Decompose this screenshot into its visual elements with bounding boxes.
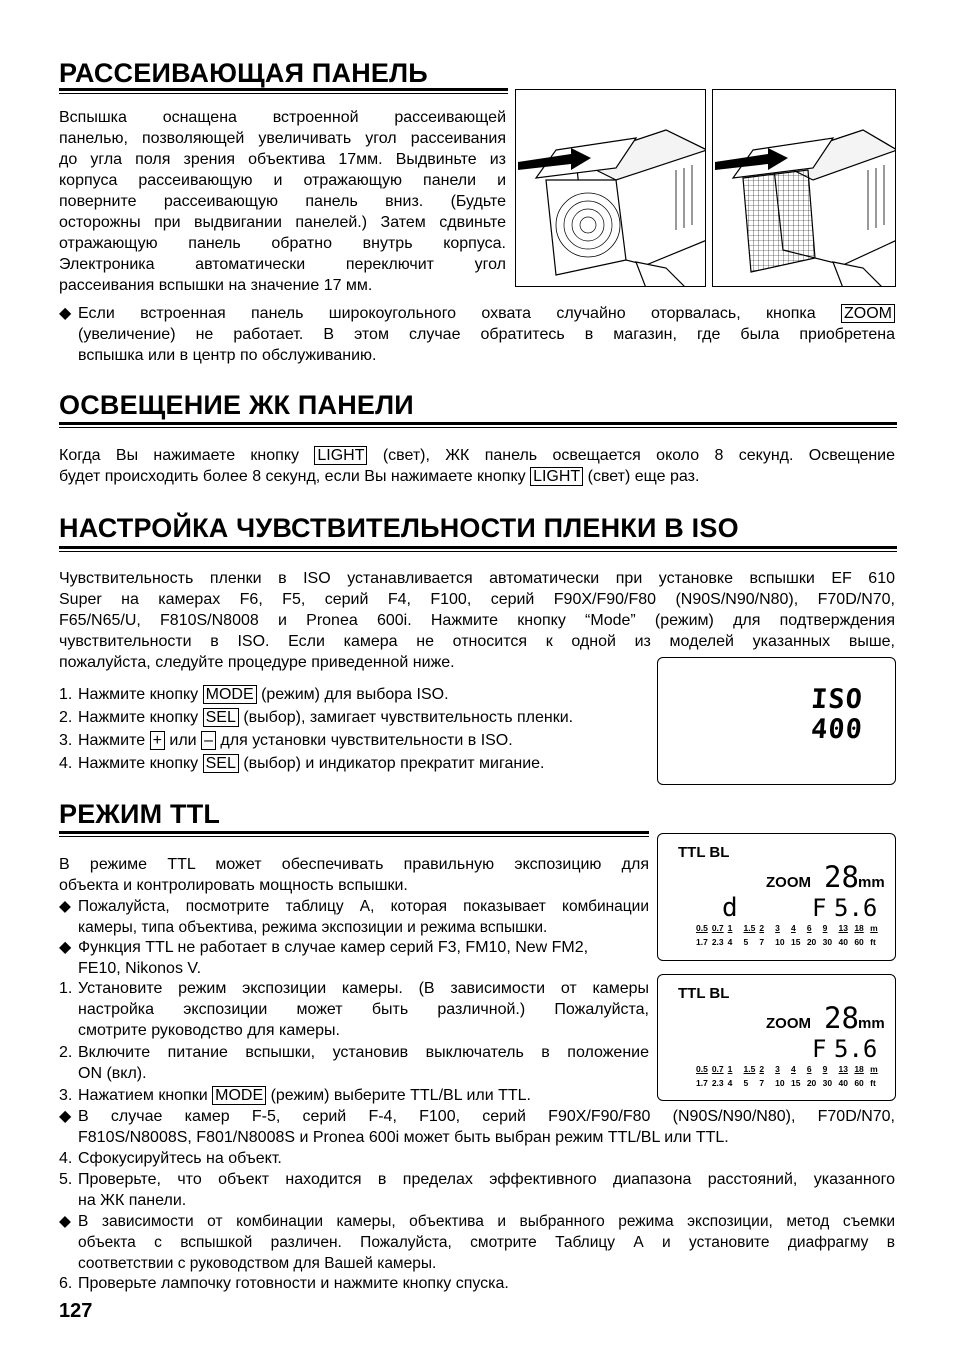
- step-number: 3.: [59, 732, 73, 749]
- text-line: чувствительности в ISO. Если камера не относится к одной из моделей указанных выше,: [59, 633, 895, 650]
- scale-ft-label: 7: [759, 1078, 765, 1088]
- scale-ft-label: ft: [870, 1078, 876, 1088]
- text-fragment: (режим) для выбора ISO.: [261, 686, 449, 703]
- lcd-distance-scale: [696, 1064, 886, 1092]
- text-line: (увеличение) не работает. В этом случае обратитесь в магазин, где была приобретена: [78, 326, 895, 343]
- scale-m-label: 0.7: [711, 923, 724, 933]
- zoom-key-label: ZOOM: [841, 304, 895, 323]
- section-rule: [59, 88, 508, 94]
- text-line: осторожны при выдвигании панелей.) Затем сдвиньте: [59, 214, 506, 231]
- text-line: F810S/N8008S, F801/N8008S и Pronea 600i может быть выбран режим TTL/BL или TTL.: [78, 1129, 729, 1146]
- scale-m-label: 4: [791, 923, 796, 933]
- scale-m-label: 1: [727, 923, 733, 933]
- section-rule: [59, 422, 897, 428]
- lcd-iso-value: 400: [809, 714, 864, 745]
- lcd-mode: TTL BL: [678, 844, 730, 861]
- lcd-zoom-value: 28: [824, 1001, 859, 1035]
- step-number: 3.: [59, 1087, 73, 1104]
- text-fragment: будет происходить более 8 секунд, если Вы нажимаете кнопку: [59, 468, 526, 485]
- scale-ft-label: 2.3: [711, 1078, 724, 1088]
- scale-ft-label: 15: [791, 937, 801, 947]
- text-line: корпуса рассеивающую и отражающую панели и: [59, 172, 506, 189]
- lcd-distance-scale: [696, 923, 886, 951]
- bullet-diamond-icon: ◆: [59, 939, 72, 956]
- diffuser-paragraph: [59, 107, 506, 296]
- text-line: Проверьте лампочку готовности и нажмите кнопку спуска.: [78, 1275, 509, 1292]
- text-fragment: (свет), ЖК панель освещается около 8 секунд. Освещение: [382, 447, 896, 464]
- scale-ft-label: 20: [806, 937, 817, 947]
- bullet-diamond-icon: ◆: [59, 1108, 72, 1125]
- mode-key-label: MODE: [212, 1086, 266, 1105]
- text-line: В случае камер F-5, серий F-4, F100, серий F90X/F90/F80 (N90S/N90/N80), F70D/N70,: [78, 1108, 895, 1125]
- scale-m-label: 1.5: [743, 1064, 756, 1074]
- scale-m-label: 1.5: [743, 923, 756, 933]
- text-line: [59, 445, 895, 466]
- scale-ft-label: 20: [806, 1078, 817, 1088]
- bullet-diamond-icon: ◆: [59, 305, 72, 322]
- scale-ft-label: 40: [838, 1078, 848, 1088]
- text-line: ON (вкл).: [78, 1065, 147, 1082]
- text-fragment: (свет) еще раз.: [587, 468, 700, 485]
- text-line: [78, 303, 895, 324]
- bullet-diamond-icon: ◆: [59, 898, 71, 915]
- scale-m-label: 9: [822, 1064, 828, 1074]
- scale-ft-label: ft: [870, 937, 876, 947]
- text-line: Проверьте, что объект находится в пределах эффективного диапазона расстояний, указанного: [78, 1171, 895, 1188]
- light-key-label: LIGHT: [314, 446, 367, 465]
- section-title-ttl: РЕЖИМ TTL: [59, 799, 221, 829]
- page-number: 127: [59, 1300, 93, 1322]
- text-line: Сфокусируйтесь на объект.: [78, 1150, 282, 1167]
- light-key-label: LIGHT: [530, 467, 583, 486]
- minus-key-label: –: [201, 731, 216, 750]
- lcd-f-label: F: [812, 894, 827, 922]
- text-line: настройка экспозиции может быть различной.) Пожалуйста,: [78, 1001, 649, 1018]
- scale-m-label: 2: [759, 923, 765, 933]
- text-line: Чувствительность пленки в ISO устанавливается автоматически при установке вспышки EF 610: [59, 570, 895, 587]
- lcd-aperture: 5.6: [834, 1035, 878, 1063]
- text-line: Включите питание вспышки, установив выключатель в положение: [78, 1044, 649, 1061]
- scale-ft-label: 1.7: [696, 1078, 708, 1088]
- scale-m-label: 13: [838, 923, 848, 933]
- step-number: 6.: [59, 1275, 73, 1292]
- text-fragment: (режим) выберите TTL/BL или TTL.: [270, 1087, 531, 1104]
- text-fragment: Нажатием кнопки: [78, 1087, 208, 1104]
- text-line: F65/N65/U, F810S/N8008 и Pronea 600i. Нажмите кнопку “Mode” (режим) для подтверждения: [59, 612, 895, 629]
- flash-illustration-diffuser-down: [712, 89, 896, 287]
- text-line: объекта с вспышкой различен. Пожалуйста, смотрите Таблицу А и установите диафрагму в: [78, 1234, 895, 1251]
- scale-ft-label: 4: [727, 1078, 733, 1088]
- lcd-iso-display: [657, 657, 896, 785]
- ttl-intro: [59, 854, 649, 896]
- mode-key-label: MODE: [203, 685, 257, 704]
- scale-m-label: 18: [854, 923, 864, 933]
- lcd-f-label: F: [812, 1035, 827, 1063]
- text-line: [59, 466, 895, 487]
- text-fragment: (выбор), замигает чувствительность пленки.: [243, 709, 574, 726]
- scale-ft-label: 15: [791, 1078, 801, 1088]
- scale-m-label: 9: [822, 923, 828, 933]
- text-line: В режиме TTL может обеспечивать правильную экспозицию для: [59, 856, 649, 873]
- scale-m-label: 13: [838, 1064, 848, 1074]
- text-fragment: (выбор) и индикатор прекратит мигание.: [243, 755, 545, 772]
- section-rule: [59, 546, 897, 552]
- step-number: 4.: [59, 1150, 73, 1167]
- lcd-d-indicator: d: [722, 893, 738, 923]
- scale-m-label: m: [870, 1064, 878, 1074]
- scale-ft-label: 10: [775, 1078, 785, 1088]
- scale-m-label: 3: [775, 1064, 780, 1074]
- scale-m-label: 6: [806, 1064, 812, 1074]
- section-title-lcd-light: ОСВЕЩЕНИЕ ЖК ПАНЕЛИ: [59, 390, 414, 420]
- section-title-iso: НАСТРОЙКА ЧУВСТВИТЕЛЬНОСТИ ПЛЕНКИ В ISO: [59, 513, 739, 543]
- lcd-mode: TTL BL: [678, 985, 730, 1002]
- scale-m-label: 6: [806, 923, 812, 933]
- text-fragment: для установки чувствительности в ISO.: [220, 732, 513, 749]
- step-number: 1.: [59, 980, 73, 997]
- plus-key-label: +: [150, 731, 165, 750]
- lcd-zoom-label: ZOOM: [766, 874, 811, 891]
- text-line: В зависимости от комбинации камеры, объектива и выбранного режима экспозиции, метод съемки: [78, 1213, 895, 1230]
- text-fragment: или: [169, 732, 197, 749]
- lcd-aperture: 5.6: [834, 894, 878, 922]
- scale-ft-label: 7: [759, 937, 765, 947]
- scale-m-label: 0.5: [696, 923, 708, 933]
- text-line: Пожалуйста, посмотрите таблицу А, которая показывает комбинации: [78, 898, 649, 915]
- lcd-light-paragraph: [59, 445, 895, 487]
- text-fragment: Нажмите кнопку: [78, 709, 199, 726]
- section-rule: [59, 831, 649, 837]
- text-line: до угла поля зрения объектива 17мм. Выдвиньте из: [59, 151, 506, 168]
- step-number: 5.: [59, 1171, 73, 1188]
- text-fragment: Нажмите кнопку: [78, 686, 199, 703]
- scale-ft-label: 2.3: [711, 937, 724, 947]
- lcd-zoom-value: 28: [824, 860, 859, 894]
- scale-ft-label: 60: [854, 937, 864, 947]
- lcd-iso-label: ISO: [809, 684, 864, 715]
- text-line: Super на камерах F6, F5, серий F4, F100, серий F90X/F90/F80 (N90S/N90/N80), F70D/N70,: [59, 591, 895, 608]
- text-fragment: Нажмите: [78, 732, 146, 749]
- scale-ft-label: 30: [822, 937, 833, 947]
- scale-ft-label: 1.7: [696, 937, 708, 947]
- scale-m-label: 0.7: [711, 1064, 724, 1074]
- text-line: смотрите руководство для камеры.: [78, 1022, 340, 1039]
- text-fragment: Когда Вы нажимаете кнопку: [59, 447, 300, 464]
- text-line: FE10, Nikonos V.: [78, 960, 202, 977]
- scale-m-label: 4: [791, 1064, 796, 1074]
- step-number: 2.: [59, 709, 73, 726]
- lcd-ttl-display-2: [657, 974, 896, 1101]
- scale-ft-label: 5: [743, 937, 749, 947]
- text-line: рассеивания вспышки на значение 17 мм.: [59, 277, 373, 294]
- text-line: вспышка или в центр по обслуживанию.: [78, 347, 377, 364]
- lcd-ttl-display-1: [657, 833, 896, 961]
- text-line: Установите режим экспозиции камеры. (В зависимости от камеры: [78, 980, 649, 997]
- scale-ft-label: 60: [854, 1078, 864, 1088]
- step-number: 4.: [59, 755, 73, 772]
- text-line: отражающую панель обратно внутрь корпуса.: [59, 235, 506, 252]
- scale-ft-label: 40: [838, 937, 848, 947]
- scale-ft-label: 4: [727, 937, 733, 947]
- text-line: соответствии с руководством для Вашей камеры.: [78, 1255, 437, 1272]
- scale-ft-label: 10: [775, 937, 785, 947]
- lcd-zoom-unit: mm: [858, 1015, 885, 1032]
- sel-key-label: SEL: [203, 754, 239, 773]
- text-fragment: Если встроенная панель широкоугольного охвата случайно оторвалась, кнопка: [78, 305, 816, 322]
- scale-m-label: 18: [854, 1064, 864, 1074]
- text-line: на ЖК панели.: [78, 1192, 187, 1209]
- lcd-zoom-label: ZOOM: [766, 1015, 811, 1032]
- text-line: объекта и контролировать мощность вспышки.: [59, 877, 408, 894]
- text-line: камеры, типа объектива, режима экспозиции и режима вспышки.: [78, 919, 548, 936]
- step-number: 1.: [59, 686, 73, 703]
- scale-m-label: 2: [759, 1064, 765, 1074]
- text-line: Функция TTL не работает в случае камер серий F3, FM10, New FM2,: [78, 939, 589, 956]
- flash-illustration-diffuser-out: [515, 89, 706, 287]
- sel-key-label: SEL: [203, 708, 239, 727]
- lcd-zoom-unit: mm: [858, 874, 885, 891]
- scale-m-label: 0.5: [696, 1064, 708, 1074]
- bullet-diamond-icon: ◆: [59, 1213, 71, 1230]
- text-line: панелью, позволяющей увеличивать угол рассеивания: [59, 130, 506, 147]
- scale-ft-label: 5: [743, 1078, 749, 1088]
- step-number: 2.: [59, 1044, 73, 1061]
- text-line: Вспышка оснащена встроенной рассеивающей: [59, 109, 506, 126]
- scale-ft-label: 30: [822, 1078, 833, 1088]
- text-line: поверните рассеивающую панель вниз. (Будьте: [59, 193, 506, 210]
- text-fragment: Нажмите кнопку: [78, 755, 199, 772]
- text-line: Электроника автоматически переключит угол: [59, 256, 506, 273]
- text-line: пожалуйста, следуйте процедуре приведенной ниже.: [59, 654, 455, 671]
- scale-m-label: m: [870, 923, 878, 933]
- scale-m-label: 1: [727, 1064, 733, 1074]
- section-title-diffuser: РАССЕИВАЮЩАЯ ПАНЕЛЬ: [59, 58, 428, 88]
- scale-m-label: 3: [775, 923, 780, 933]
